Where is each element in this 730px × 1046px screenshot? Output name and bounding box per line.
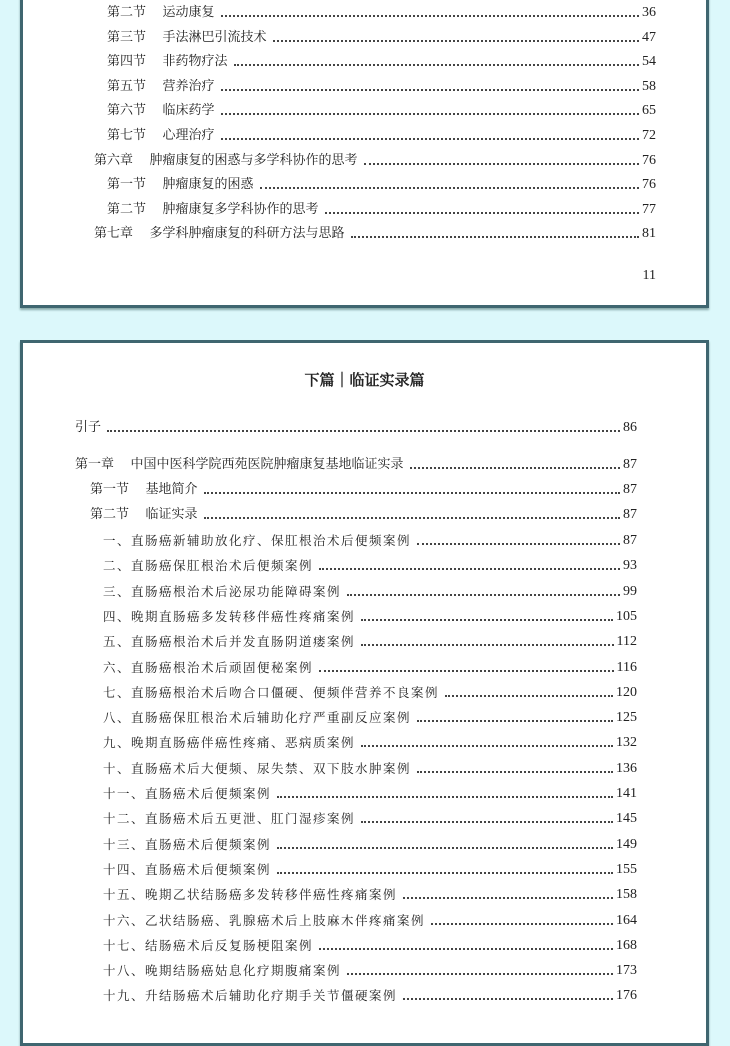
dot-leader — [361, 619, 613, 621]
toc-entry-chapter[interactable] — [94, 153, 656, 169]
toc-entry-case[interactable] — [103, 963, 637, 979]
dot-leader — [417, 543, 620, 545]
dot-leader — [319, 568, 620, 570]
entry-page: 99 — [623, 583, 637, 599]
entry-page: 86 — [623, 420, 637, 435]
entry-page: 58 — [642, 78, 656, 94]
entry-page: 125 — [616, 710, 637, 726]
entry-page: 87 — [623, 507, 637, 522]
entry-page: 54 — [642, 54, 656, 70]
section-label: 第三节 — [107, 29, 147, 45]
entry-page: 158 — [616, 887, 637, 903]
toc-entry-section[interactable] — [107, 202, 656, 218]
entry-title: 临床药学 — [162, 103, 215, 119]
entry-title: 十、直肠癌术后大便频、尿失禁、双下肢水肿案例 — [103, 760, 412, 776]
dot-leader — [204, 517, 620, 519]
dot-leader — [107, 430, 620, 432]
entry-title: 十一、直肠癌术后便频案例 — [103, 786, 272, 801]
toc-entry-section[interactable] — [107, 79, 656, 95]
entry-title: 十四、直肠癌术后便频案例 — [103, 861, 272, 877]
toc-entry-case[interactable] — [103, 584, 637, 600]
toc-entry-case[interactable] — [103, 837, 637, 853]
dot-leader — [361, 821, 613, 823]
toc-entry-section[interactable] — [107, 5, 656, 21]
toc-entry-case[interactable] — [103, 735, 637, 751]
toc-entry-chapter[interactable] — [75, 457, 637, 473]
dot-leader — [325, 212, 639, 214]
toc-entry-section[interactable] — [107, 54, 656, 70]
toc-entry-case[interactable] — [103, 609, 637, 625]
entry-title: 五、直肠癌根治术后并发直肠阴道瘘案例 — [103, 634, 356, 650]
dot-leader — [221, 89, 639, 91]
toc-entry-section[interactable] — [107, 177, 656, 193]
entry-page: 36 — [642, 5, 656, 20]
entry-title: 七、直肠癌根治术后吻合口僵硬、便频伴营养不良案例 — [103, 684, 440, 700]
toc-entry-case[interactable] — [103, 913, 637, 929]
toc-entry-case[interactable] — [103, 938, 637, 954]
entry-title: 十八、晚期结肠癌姑息化疗期腹痛案例 — [103, 963, 342, 979]
dot-leader — [347, 594, 620, 596]
entry-title: 心理治疗 — [162, 128, 215, 143]
entry-title: 基地简介 — [145, 482, 198, 497]
toc-entry-case[interactable] — [103, 533, 637, 549]
entry-title: 中国中医科学院西苑医院肿瘤康复基地临证实录 — [130, 457, 404, 472]
chapter-label: 第六章 — [94, 152, 134, 168]
dot-leader — [431, 923, 613, 925]
section-label: 第二节 — [107, 201, 147, 217]
entry-title: 营养治疗 — [162, 78, 215, 94]
entry-page: 149 — [616, 836, 637, 852]
entry-page: 145 — [616, 811, 637, 827]
toc-page-lower — [20, 340, 709, 1046]
entry-title: 十七、结肠癌术后反复肠梗阻案例 — [103, 937, 314, 953]
dot-leader — [347, 973, 613, 975]
entry-page: 76 — [642, 177, 656, 193]
toc-entry-case[interactable] — [103, 660, 637, 676]
entry-title: 九、晚期直肠癌伴癌性疼痛、恶病质案例 — [103, 735, 356, 751]
dot-leader — [445, 695, 613, 697]
entry-title: 八、直肠癌保肛根治术后辅助化疗严重副反应案例 — [103, 710, 412, 726]
dot-leader — [417, 720, 613, 722]
entry-title: 十三、直肠癌术后便频案例 — [103, 836, 272, 852]
entry-title: 肿瘤康复多学科协作的思考 — [162, 201, 319, 217]
toc-entry-case[interactable] — [103, 862, 637, 878]
dot-leader — [361, 644, 614, 646]
entry-title: 四、晚期直肠癌多发转移伴癌性疼痛案例 — [103, 608, 356, 624]
dot-leader — [403, 998, 613, 1000]
entry-page: 120 — [616, 684, 637, 700]
entry-page: 164 — [616, 912, 637, 928]
entry-title: 临证实录 — [145, 507, 198, 522]
entry-page: 72 — [642, 128, 656, 143]
entry-page: 76 — [642, 152, 656, 168]
dot-leader — [403, 897, 613, 899]
entry-title: 多学科肿瘤康复的科研方法与思路 — [149, 226, 345, 242]
entry-page: 141 — [616, 786, 637, 801]
toc-page-upper — [20, 0, 709, 308]
toc-entry-chapter[interactable] — [94, 226, 656, 242]
dot-leader — [361, 745, 613, 747]
entry-page: 155 — [616, 861, 637, 877]
entry-title: 非药物疗法 — [162, 54, 228, 70]
toc-entry-case[interactable] — [103, 811, 637, 827]
entry-title: 十五、晚期乙状结肠癌多发转移伴癌性疼痛案例 — [103, 887, 398, 903]
entry-title: 肿瘤康复的困惑 — [162, 177, 254, 193]
entry-page: 87 — [623, 482, 637, 497]
dot-leader — [277, 872, 613, 874]
toc-entry-section[interactable] — [107, 128, 656, 144]
entry-page: 116 — [616, 659, 637, 675]
dot-leader — [277, 847, 613, 849]
entry-title: 十九、升结肠癌术后辅助化疗期手关节僵硬案例 — [103, 988, 398, 1004]
section-label: 第七节 — [107, 128, 147, 143]
dot-leader — [221, 15, 639, 17]
page-number: 11 — [642, 268, 656, 283]
entry-page: 176 — [616, 988, 637, 1004]
toc-entry-intro[interactable] — [75, 420, 637, 436]
entry-page: 173 — [616, 963, 637, 979]
toc-entry-case[interactable] — [103, 634, 637, 650]
entry-page: 132 — [616, 735, 637, 751]
section-label: 第一节 — [107, 177, 147, 193]
section-label: 第二节 — [90, 507, 130, 522]
dot-leader — [351, 236, 639, 238]
entry-title: 一、直肠癌新辅助放化疗、保肛根治术后便频案例 — [103, 533, 412, 548]
toc-entry-case[interactable] — [103, 887, 637, 903]
dot-leader — [319, 670, 614, 672]
dot-leader — [260, 187, 639, 189]
section-label: 第一节 — [90, 482, 130, 497]
toc-entry-section[interactable] — [107, 103, 656, 119]
entry-page: 93 — [623, 558, 637, 574]
entry-page: 87 — [623, 457, 637, 472]
chapter-label: 第七章 — [94, 226, 134, 242]
entry-page: 105 — [616, 608, 637, 624]
dot-leader — [417, 771, 613, 773]
entry-title: 二、直肠癌保肛根治术后便频案例 — [103, 558, 314, 574]
dot-leader — [221, 138, 639, 140]
entry-title: 肿瘤康复的困惑与多学科协作的思考 — [149, 152, 358, 168]
entry-title: 十二、直肠癌术后五更泄、肛门湿疹案例 — [103, 811, 356, 827]
entry-page: 168 — [616, 937, 637, 953]
section-label: 第二节 — [107, 5, 147, 20]
dot-leader — [319, 948, 613, 950]
section-label: 第五节 — [107, 78, 147, 94]
toc-entry-section[interactable] — [90, 507, 637, 523]
section-label: 第四节 — [107, 54, 147, 70]
entry-title: 三、直肠癌根治术后泌尿功能障碍案例 — [103, 583, 342, 599]
entry-page: 81 — [642, 226, 656, 242]
toc-entry-section[interactable] — [107, 30, 656, 46]
dot-leader — [234, 64, 639, 66]
toc-entry-case[interactable] — [103, 558, 637, 574]
entry-page: 77 — [642, 201, 656, 217]
toc-entry-case[interactable] — [103, 988, 637, 1004]
part-heading: 下篇｜临证实录篇 — [304, 371, 425, 389]
entry-title: 六、直肠癌根治术后顽固便秘案例 — [103, 659, 314, 675]
dot-leader — [410, 467, 620, 469]
entry-page: 112 — [616, 634, 637, 650]
entry-page: 65 — [642, 103, 656, 119]
dot-leader — [277, 796, 613, 798]
dot-leader — [221, 113, 639, 115]
entry-page: 136 — [616, 760, 637, 776]
dot-leader — [204, 492, 620, 494]
toc-entry-case[interactable] — [103, 710, 637, 726]
dot-leader — [273, 40, 639, 42]
toc-entry-case[interactable] — [103, 761, 637, 777]
entry-title: 引子 — [75, 420, 102, 435]
toc-entry-case[interactable] — [103, 685, 637, 701]
entry-title: 十六、乙状结肠癌、乳腺癌术后上肢麻木伴疼痛案例 — [103, 912, 426, 928]
dot-leader — [364, 163, 639, 165]
toc-entry-section[interactable] — [90, 482, 637, 498]
chapter-label: 第一章 — [75, 457, 115, 472]
entry-title: 手法淋巴引流技术 — [162, 29, 267, 45]
entry-page: 47 — [642, 29, 656, 45]
section-label: 第六节 — [107, 103, 147, 119]
toc-entry-case[interactable] — [103, 786, 637, 802]
entry-page: 87 — [623, 533, 637, 548]
entry-title: 运动康复 — [162, 5, 215, 20]
